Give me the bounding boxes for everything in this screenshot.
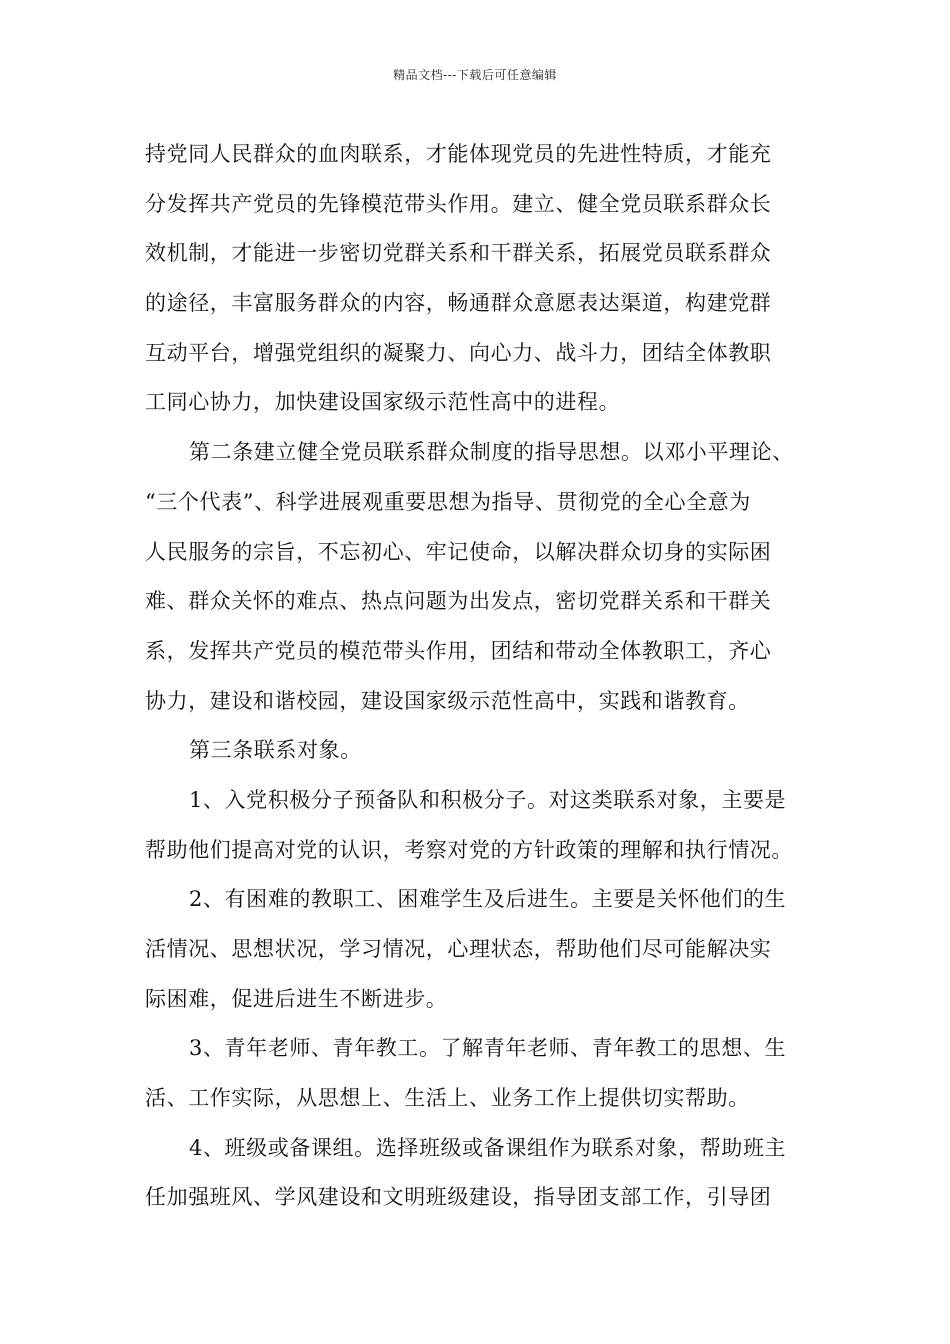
text-line: 人民服务的宗旨，不忘初心、牢记使命，以解决群众切身的实际困 — [145, 539, 772, 564]
text-line: 效机制，才能进一步密切党群关系和干群关系，拓展党员联系群众 — [145, 241, 772, 266]
text-line: 活、工作实际，从思想上、生活上、业务工作上提供切实帮助。 — [145, 1086, 750, 1111]
text-line: 的途径，丰富服务群众的内容，畅通群众意愿表达渠道，构建党群 — [145, 291, 772, 316]
text-line: 系，发挥共产党员的模范带头作用，团结和带动全体教职工，齐心 — [145, 638, 772, 663]
text-line: 任加强班风、学风建设和文明班级建设，指导团支部工作，引导团 — [145, 1185, 772, 1210]
text-line: 工同心协力，加快建设国家级示范性高中的进程。 — [145, 390, 621, 415]
page-header: 精品文档---下载后可任意编辑 — [393, 68, 557, 82]
paragraph-start-line: 2、有困难的教职工、困难学生及后进生。主要是关怀他们的生 — [189, 887, 787, 912]
paragraph-start-line: 4、班级或备课组。选择班级或备课组作为联系对象，帮助班主 — [189, 1135, 787, 1160]
paragraph-start-line: 第二条建立健全党员联系群众制度的指导思想。以邓小平理论、 — [189, 440, 794, 465]
body-text — [145, 130, 810, 1223]
text-line: 分发挥共产党员的先锋模范带头作用。建立、健全党员联系群众长 — [145, 191, 772, 216]
paragraph-start-line: 1、入党积极分子预备队和积极分子。对这类联系对象，主要是 — [189, 787, 787, 812]
text-line: 互动平台，增强党组织的凝聚力、向心力、战斗力，团结全体教职 — [145, 340, 772, 365]
text-line: 际困难，促进后进生不断进步。 — [145, 986, 448, 1011]
section-heading-line: 第三条联系对象。 — [189, 738, 362, 763]
text-line: 帮助他们提高对党的认识，考察对党的方针政策的理解和执行情况。 — [145, 837, 793, 862]
text-line: 协力，建设和谐校园，建设国家级示范性高中，实践和谐教育。 — [145, 688, 750, 713]
text-line: 持党同人民群众的血肉联系，才能体现党员的先进性特质，才能充 — [145, 142, 772, 166]
text-line: 难、群众关怀的难点、热点问题为出发点，密切党群关系和干群关 — [145, 589, 772, 614]
paragraph-start-line: 3、青年老师、青年教工。了解青年老师、青年教工的思想、生 — [189, 1036, 787, 1061]
text-line: 活情况、思想状况，学习情况，心理状态，帮助他们尽可能解决实 — [145, 937, 772, 961]
text-line: “三个代表”、科学进展观重要思想为指导、贯彻党的全心全意为 — [145, 489, 751, 514]
